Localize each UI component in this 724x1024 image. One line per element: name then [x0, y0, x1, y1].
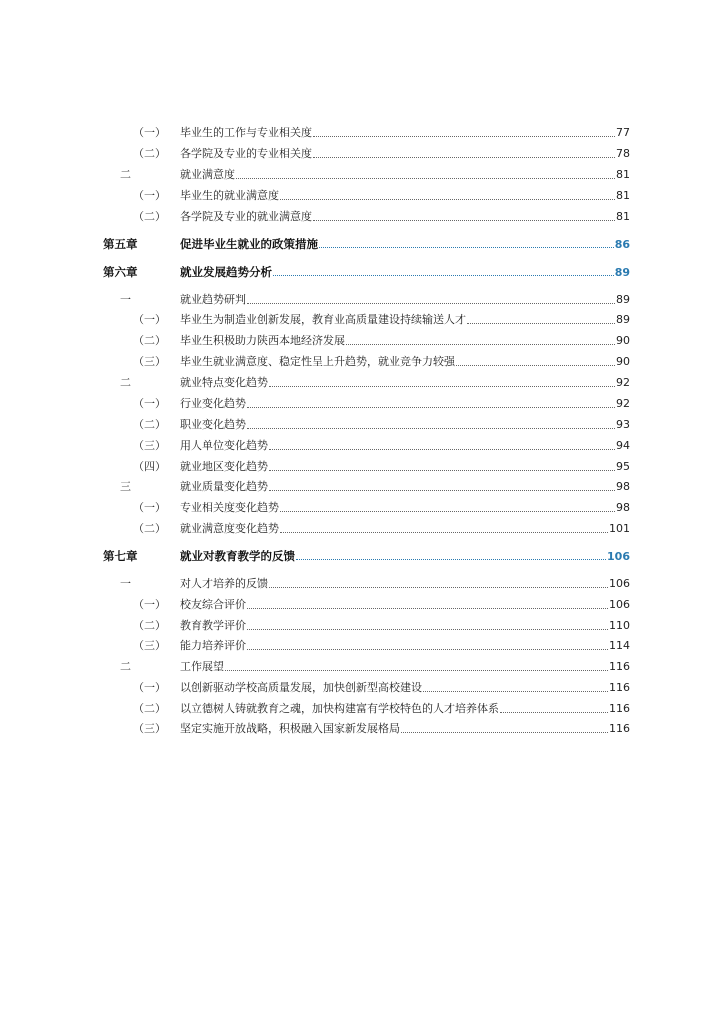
- toc-entry-page: 116: [609, 702, 630, 715]
- toc-entry-title: 专业相关度变化趋势: [180, 501, 279, 514]
- dot-leader: [319, 234, 614, 248]
- toc-entry[interactable]: [0, 144, 724, 164]
- toc-entry-page: 93: [616, 418, 630, 431]
- toc-entry-page: 89: [616, 293, 630, 306]
- toc-entry-page: 95: [616, 460, 630, 473]
- dot-leader: [247, 616, 608, 630]
- toc-entry-page: 116: [609, 660, 630, 673]
- toc-entry-number: （三）: [133, 639, 166, 652]
- toc-entry[interactable]: [0, 595, 724, 615]
- toc-entry[interactable]: [0, 636, 724, 656]
- toc-chapter-page: 89: [614, 266, 630, 279]
- toc-entry-title: 以创新驱动学校高质量发展，加快创新型高校建设: [180, 681, 422, 694]
- toc-entry-title: 能力培养评价: [180, 639, 246, 652]
- toc-entry-title: 就业趋势研判: [180, 293, 246, 306]
- dot-leader: [247, 415, 615, 429]
- toc-entry-page: 98: [616, 480, 630, 493]
- toc-entry-page: 98: [616, 501, 630, 514]
- toc-entry-number: 二: [120, 376, 131, 389]
- toc-entry-page: 106: [609, 577, 630, 590]
- toc-entry[interactable]: [0, 616, 724, 636]
- toc-entry-number: 一: [120, 577, 131, 590]
- toc-entry[interactable]: [0, 436, 724, 456]
- dot-leader: [269, 574, 608, 588]
- toc-entry[interactable]: [0, 477, 724, 497]
- toc-entry-page: 90: [616, 355, 630, 368]
- toc-chapter-entry[interactable]: [0, 546, 724, 566]
- toc-entry-number: 二: [120, 168, 131, 181]
- dot-leader: [313, 207, 615, 221]
- toc-chapter-title: 就业发展趋势分析: [180, 265, 272, 279]
- toc-entry[interactable]: [0, 415, 724, 435]
- dot-leader: [269, 477, 615, 491]
- toc-entry-page: 116: [609, 722, 630, 735]
- dot-leader: [269, 436, 615, 450]
- dot-leader: [225, 657, 608, 671]
- toc-entry-title: 就业满意度: [180, 168, 235, 181]
- toc-entry-title: 就业满意度变化趋势: [180, 522, 279, 535]
- toc-entry-number: （一）: [133, 126, 166, 139]
- toc-entry-page: 110: [609, 619, 630, 632]
- toc-entry[interactable]: [0, 719, 724, 739]
- toc-entry-page: 106: [609, 598, 630, 611]
- toc-entry-page: 81: [616, 210, 630, 223]
- toc-entry-title: 就业地区变化趋势: [180, 460, 268, 473]
- toc-entry-page: 89: [616, 313, 630, 326]
- toc-entry[interactable]: [0, 331, 724, 351]
- dot-leader: [280, 498, 615, 512]
- toc-entry-page: 78: [616, 147, 630, 160]
- toc-entry-page: 101: [609, 522, 630, 535]
- toc-entry-page: 116: [609, 681, 630, 694]
- toc-chapter-number: 第七章: [103, 549, 138, 563]
- toc-entry-title: 毕业生就业满意度、稳定性呈上升趋势，就业竞争力较强: [180, 355, 455, 368]
- toc-entry[interactable]: [0, 352, 724, 372]
- toc-entry[interactable]: [0, 165, 724, 185]
- toc-entry-number: （二）: [133, 702, 166, 715]
- toc-entry-page: 81: [616, 189, 630, 202]
- toc-entry-number: 二: [120, 660, 131, 673]
- toc-entry[interactable]: [0, 373, 724, 393]
- toc-entry-title: 各学院及专业的专业相关度: [180, 147, 312, 160]
- dot-leader: [247, 394, 615, 408]
- dot-leader: [247, 290, 615, 304]
- dot-leader: [346, 331, 615, 345]
- toc-entry-title: 行业变化趋势: [180, 397, 246, 410]
- toc-entry-title: 毕业生的就业满意度: [180, 189, 279, 202]
- toc-entry-title: 毕业生积极助力陕西本地经济发展: [180, 334, 345, 347]
- dot-leader: [401, 719, 608, 733]
- toc-entry[interactable]: [0, 498, 724, 518]
- toc-entry[interactable]: [0, 657, 724, 677]
- toc-entry[interactable]: [0, 699, 724, 719]
- dot-leader: [280, 519, 608, 533]
- toc-entry-title: 各学院及专业的就业满意度: [180, 210, 312, 223]
- dot-leader: [313, 144, 615, 158]
- dot-leader: [273, 262, 614, 276]
- toc-entry-number: （三）: [133, 439, 166, 452]
- toc-entry[interactable]: [0, 186, 724, 206]
- toc-entry[interactable]: [0, 574, 724, 594]
- toc-entry-number: （一）: [133, 313, 166, 326]
- dot-leader: [247, 595, 608, 609]
- toc-entry[interactable]: [0, 207, 724, 227]
- toc-entry[interactable]: [0, 394, 724, 414]
- dot-leader: [269, 373, 615, 387]
- toc-entry-number: （三）: [133, 355, 166, 368]
- dot-leader: [236, 165, 615, 179]
- dot-leader: [500, 699, 608, 713]
- toc-entry-number: （一）: [133, 681, 166, 694]
- toc-entry[interactable]: [0, 457, 724, 477]
- toc-entry-number: （二）: [133, 210, 166, 223]
- dot-leader: [247, 636, 608, 650]
- toc-chapter-entry[interactable]: [0, 262, 724, 282]
- toc-entry-number: （一）: [133, 598, 166, 611]
- dot-leader: [269, 457, 615, 471]
- toc-chapter-page: 86: [614, 238, 630, 251]
- toc-entry-title: 坚定实施开放战略，积极融入国家新发展格局: [180, 722, 400, 735]
- toc-entry-title: 就业特点变化趋势: [180, 376, 268, 389]
- toc-entry-title: 职业变化趋势: [180, 418, 246, 431]
- toc-entry-title: 工作展望: [180, 660, 224, 673]
- dot-leader: [313, 123, 615, 137]
- toc-entry-number: （一）: [133, 501, 166, 514]
- toc-entry-page: 94: [616, 439, 630, 452]
- toc-entry-page: 114: [609, 639, 630, 652]
- toc-entry-title: 毕业生的工作与专业相关度: [180, 126, 312, 139]
- toc-entry-page: 77: [616, 126, 630, 139]
- toc-entry-number: （二）: [133, 619, 166, 632]
- dot-leader: [456, 352, 615, 366]
- toc-entry-number: （四）: [133, 460, 166, 473]
- dot-leader: [296, 546, 606, 560]
- toc-entry[interactable]: [0, 678, 724, 698]
- toc-chapter-number: 第五章: [103, 237, 138, 251]
- dot-leader: [467, 310, 615, 324]
- toc-entry-page: 90: [616, 334, 630, 347]
- toc-entry[interactable]: [0, 290, 724, 310]
- toc-entry-page: 92: [616, 397, 630, 410]
- toc-entry-page: 81: [616, 168, 630, 181]
- toc-entry-number: （二）: [133, 334, 166, 347]
- toc-entry-number: （二）: [133, 418, 166, 431]
- toc-entry-number: 三: [120, 480, 131, 493]
- toc-entry-title: 对人才培养的反馈: [180, 577, 268, 590]
- toc-entry-page: 92: [616, 376, 630, 389]
- toc-entry-title: 教育教学评价: [180, 619, 246, 632]
- dot-leader: [423, 678, 608, 692]
- toc-entry[interactable]: [0, 123, 724, 143]
- toc-entry-number: 一: [120, 293, 131, 306]
- toc-entry-title: 用人单位变化趋势: [180, 439, 268, 452]
- toc-entry-number: （一）: [133, 397, 166, 410]
- toc-chapter-number: 第六章: [103, 265, 138, 279]
- toc-entry-number: （二）: [133, 147, 166, 160]
- toc-chapter-title: 促进毕业生就业的政策措施: [180, 237, 318, 251]
- toc-entry-title: 以立德树人铸就教育之魂，加快构建富有学校特色的人才培养体系: [180, 702, 499, 715]
- toc-chapter-page: 106: [607, 550, 630, 563]
- toc-chapter-entry[interactable]: [0, 234, 724, 254]
- toc-entry-number: （二）: [133, 522, 166, 535]
- toc-entry-number: （一）: [133, 189, 166, 202]
- toc-entry-title: 毕业生为制造业创新发展，教育业高质量建设持续输送人才: [180, 313, 466, 326]
- toc-entry-title: 校友综合评价: [180, 598, 246, 611]
- toc-entry-number: （三）: [133, 722, 166, 735]
- toc-chapter-title: 就业对教育教学的反馈: [180, 549, 295, 563]
- dot-leader: [280, 186, 615, 200]
- toc-entry-title: 就业质量变化趋势: [180, 480, 268, 493]
- toc-entry[interactable]: [0, 519, 724, 539]
- toc-entry[interactable]: [0, 310, 724, 330]
